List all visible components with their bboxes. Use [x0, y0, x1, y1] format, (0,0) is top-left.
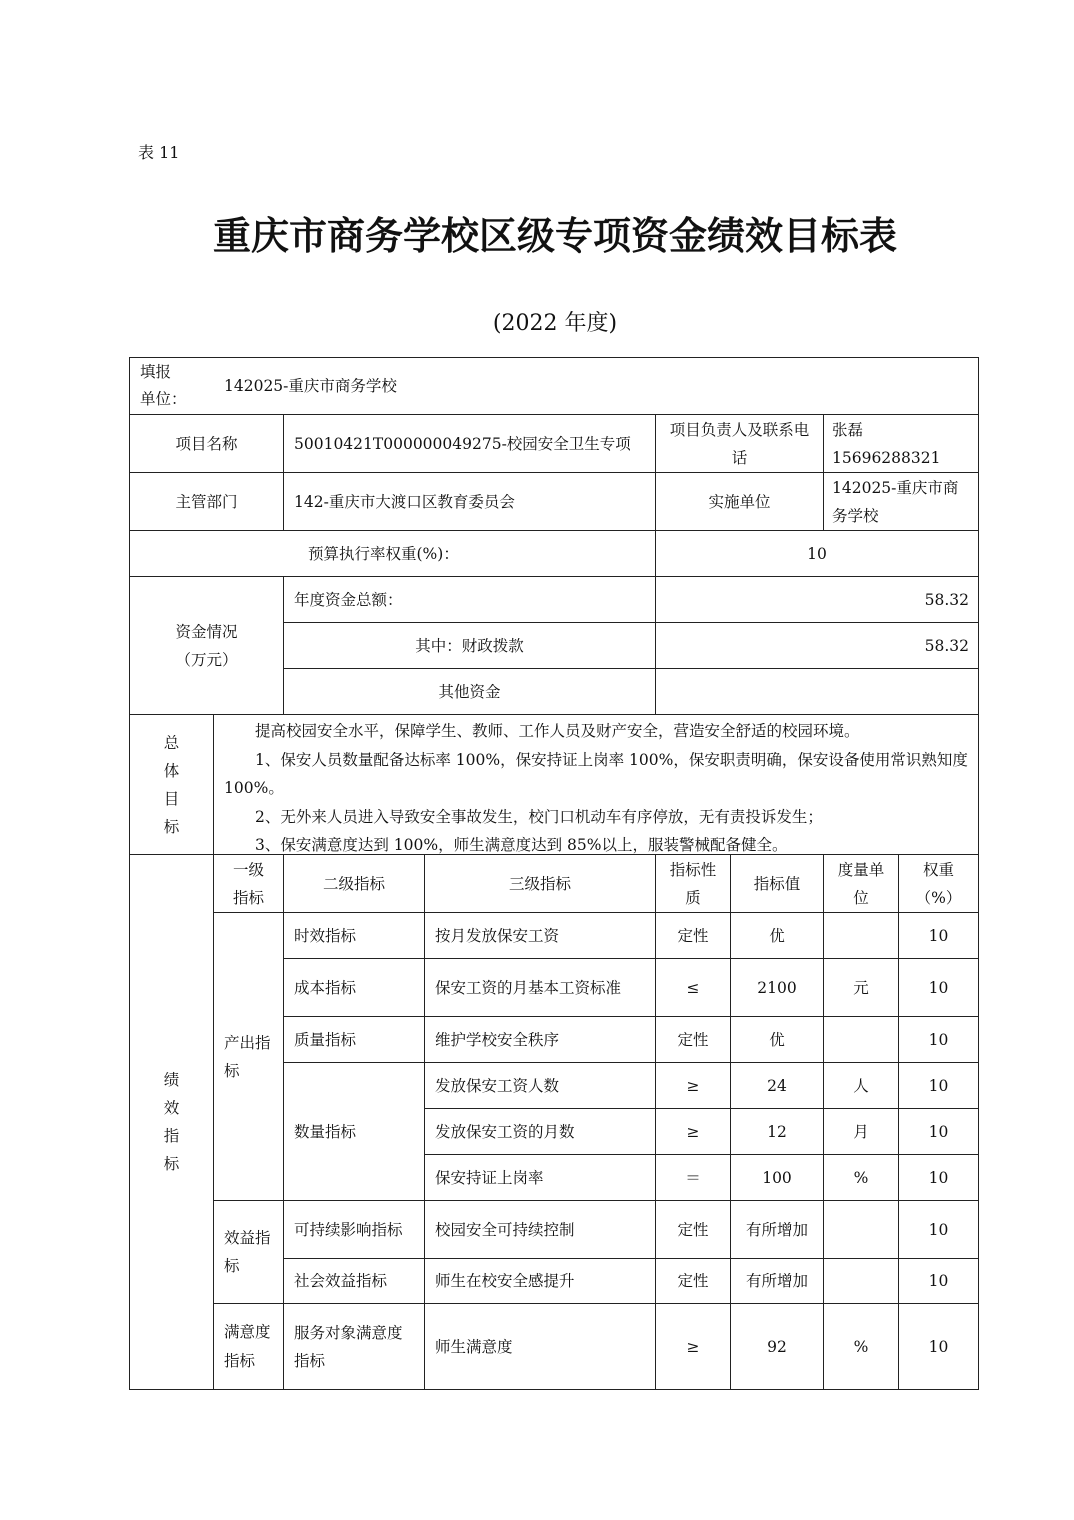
goal-line: 1、保安人员数量配备达标率 100%，保安持证上岗率 100%，保安职责明确，保安设备使用常识熟知度 100%。 — [224, 750, 968, 797]
unit-cell: 元 — [823, 958, 899, 1017]
col-header-weight — [898, 854, 979, 913]
level2-service-satisfaction: 服务对象满意度指标 — [283, 1303, 425, 1390]
contact-name: 张磊 — [832, 420, 864, 439]
level3-cell: 按月发放保安工资 — [424, 912, 656, 959]
weight-cell: 10 — [898, 1303, 979, 1390]
col-header-weight-text: 权重（%） — [915, 860, 962, 907]
funds-fiscal-label: 其中：财政拨款 — [283, 622, 656, 669]
level3-cell: 维护学校安全秩序 — [424, 1016, 656, 1063]
value-cell: 有所增加 — [730, 1258, 824, 1304]
level1-output — [213, 912, 284, 1201]
level3-cell: 保安工资的月基本工资标准 — [424, 958, 656, 1017]
value-cell: 优 — [730, 1016, 824, 1063]
col-header-nature — [655, 854, 731, 913]
weight-cell: 10 — [898, 1258, 979, 1304]
funds-other-label: 其他资金 — [283, 668, 656, 715]
unit-cell: % — [823, 1154, 899, 1201]
weight-cell: 10 — [898, 1154, 979, 1201]
weight-cell: 10 — [898, 1016, 979, 1063]
budget-weight-label — [129, 530, 656, 577]
level3-cell: 师生满意度 — [424, 1303, 656, 1390]
col-header-level2: 二级指标 — [283, 854, 425, 913]
col-header-unit — [823, 854, 899, 913]
value-cell: 92 — [730, 1303, 824, 1390]
goals-label — [129, 714, 214, 855]
nature-cell: ≥ — [655, 1062, 731, 1109]
goal-line: 3、保安满意度达到 100%，师生满意度达到 85%以上，服装警械配备健全。 — [255, 836, 788, 854]
impl-label: 实施单位 — [655, 472, 824, 531]
level2-quality: 质量指标 — [283, 1016, 425, 1063]
col-header-nature-text: 指标性质 — [669, 860, 717, 907]
unit-cell — [823, 1016, 899, 1063]
contact-value — [823, 414, 979, 473]
funds-label-line2: （万元） — [175, 650, 238, 669]
value-cell: 2100 — [730, 958, 824, 1017]
level3-cell: 发放保安工资人数 — [424, 1062, 656, 1109]
filler-row — [129, 357, 979, 415]
weight-cell: 10 — [898, 958, 979, 1017]
goal-line: 2、无外来人员进入导致安全事故发生，校门口机动车有序停放，无有责投诉发生； — [255, 807, 823, 826]
level3-cell: 师生在校安全感提升 — [424, 1258, 656, 1304]
page-title: 重庆市商务学校区级专项资金绩效目标表 — [212, 214, 897, 258]
funds-label — [129, 576, 284, 715]
filler-value: 142025-重庆市商务学校 — [224, 377, 397, 395]
nature-cell: ≥ — [655, 1303, 731, 1390]
nature-cell: ＝ — [655, 1154, 731, 1201]
level2-cost: 成本指标 — [283, 958, 425, 1017]
level2-quantity: 数量指标 — [283, 1062, 425, 1201]
col-header-value: 指标值 — [730, 854, 824, 913]
funds-total-label: 年度资金总额： — [283, 576, 656, 623]
project-name-label: 项目名称 — [129, 414, 284, 473]
level2-sustainability: 可持续影响指标 — [283, 1200, 425, 1259]
level3-cell: 发放保安工资的月数 — [424, 1108, 656, 1155]
unit-cell — [823, 912, 899, 959]
project-name-value: 50010421T000000049275-校园安全卫生专项 — [283, 414, 656, 473]
nature-cell: ≥ — [655, 1108, 731, 1155]
level1-satisfaction — [213, 1303, 284, 1390]
nature-cell: 定性 — [655, 1016, 731, 1063]
nature-cell: 定性 — [655, 912, 731, 959]
value-cell: 有所增加 — [730, 1200, 824, 1259]
weight-cell: 10 — [898, 1200, 979, 1259]
goals-content — [213, 714, 979, 855]
funds-total-value: 58.32 — [655, 576, 979, 623]
unit-cell: 人 — [823, 1062, 899, 1109]
col-header-level1 — [213, 854, 284, 913]
weight-cell: 10 — [898, 912, 979, 959]
level1-benefit — [213, 1200, 284, 1304]
funds-fiscal-value: 58.32 — [655, 622, 979, 669]
value-cell: 优 — [730, 912, 824, 959]
contact-label: 项目负责人及联系电话 — [655, 414, 824, 473]
col-header-unit-text: 度量单位 — [837, 860, 885, 907]
value-cell: 12 — [730, 1108, 824, 1155]
value-cell: 100 — [730, 1154, 824, 1201]
col-header-level3: 三级指标 — [424, 854, 656, 913]
value-cell: 24 — [730, 1062, 824, 1109]
weight-cell: 10 — [898, 1108, 979, 1155]
unit-cell: % — [823, 1303, 899, 1390]
funds-label-line1: 资金情况 — [175, 622, 238, 641]
level2-social: 社会效益指标 — [283, 1258, 425, 1304]
page-subtitle: (2022 年度) — [492, 311, 618, 336]
goals-label-text: 总体目标 — [163, 733, 180, 836]
budget-weight-label-text: 预算执行率权重(%)： — [308, 544, 459, 563]
nature-cell: 定性 — [655, 1200, 731, 1259]
level1-output-text: 产出指标 — [224, 1033, 271, 1080]
unit-cell — [823, 1200, 899, 1259]
table-number: 表 11 — [138, 143, 180, 162]
nature-cell: 定性 — [655, 1258, 731, 1304]
impl-value: 142025-重庆市商务学校 — [823, 472, 979, 531]
indicators-section-label-text: 绩效指标 — [163, 1071, 180, 1173]
weight-cell: 10 — [898, 1062, 979, 1109]
col-header-level1-text: 一级指标 — [232, 860, 264, 907]
budget-weight-value: 10 — [655, 530, 979, 577]
filler-label: 填报 单位： — [140, 363, 187, 408]
level2-timeliness: 时效指标 — [283, 912, 425, 959]
level1-benefit-text: 效益指标 — [224, 1229, 271, 1275]
indicators-section-label — [129, 854, 214, 1390]
dept-label: 主管部门 — [129, 472, 284, 531]
unit-cell — [823, 1258, 899, 1304]
contact-phone: 15696288321 — [832, 448, 941, 467]
goal-line: 提高校园安全水平，保障学生、教师、工作人员及财产安全，营造安全舒适的校园环境。 — [255, 722, 860, 740]
level3-cell: 保安持证上岗率 — [424, 1154, 656, 1201]
funds-other-value — [655, 668, 979, 715]
dept-value: 142-重庆市大渡口区教育委员会 — [283, 472, 656, 531]
nature-cell: ≤ — [655, 958, 731, 1017]
level1-satisfaction-text: 满意度指标 — [224, 1323, 271, 1370]
level3-cell: 校园安全可持续控制 — [424, 1200, 656, 1259]
unit-cell: 月 — [823, 1108, 899, 1155]
